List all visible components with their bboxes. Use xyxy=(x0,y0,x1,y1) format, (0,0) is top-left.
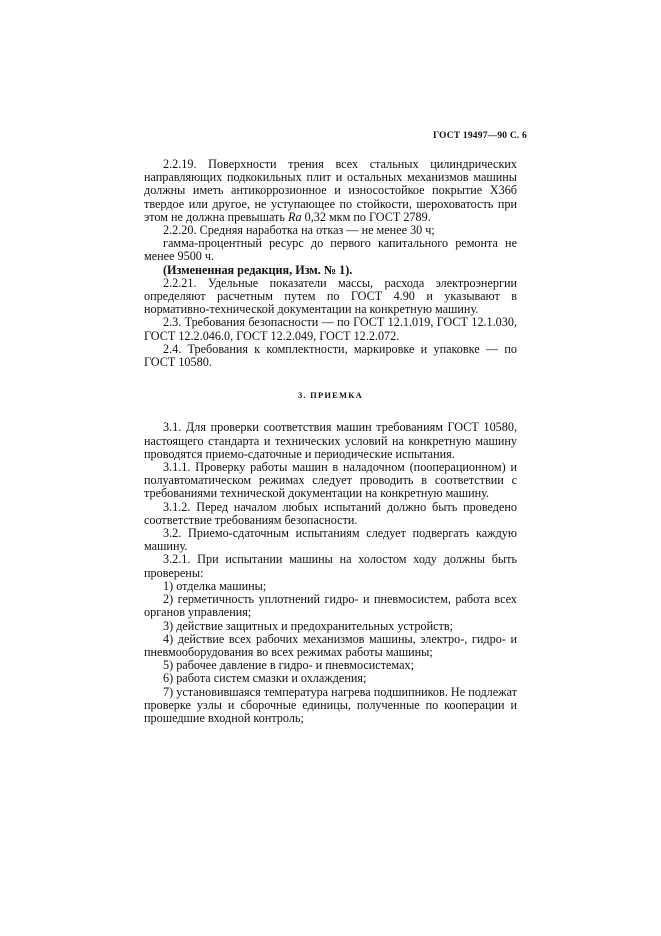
list-item: 6) работа систем смазки и охлаждения; xyxy=(163,671,367,686)
list-item: 5) рабочее давление в гидро- и пневмосистемах; xyxy=(163,658,414,673)
document-body xyxy=(144,158,517,725)
list-item: 4) действие всех рабочих механизмов машины, электро-, гидро- и пневмооборудования во всех режимах работы машины; xyxy=(144,631,517,659)
roughness-symbol: Ra xyxy=(288,209,302,224)
section-title-acceptance: 3. ПРИЕМКА xyxy=(298,390,363,401)
list-item: 7) установившаяся температура нагрева подшипников. Не подлежат проверке узлы и сборочные единицы, полученные по кооперации и прошедшие входной контроль; xyxy=(144,684,517,725)
paragraph-2-2-20: 2.2.20. Средняя наработка на отказ — не менее 30 ч; xyxy=(163,223,435,238)
running-header: ГОСТ 19497—90 С. 6 xyxy=(433,131,527,141)
paragraph-2-2-19 xyxy=(144,158,517,224)
paragraph-2-2-20-resource: гамма-процентный ресурс до первого капитального ремонта не менее 9500 ч. xyxy=(144,236,517,264)
paragraph-2-2-19-end: 0,32 мкм по ГОСТ 2789. xyxy=(301,209,431,224)
paragraph-2-2-19-text: 2.2.19. Поверхности трения всех стальных цилиндрических направляющих подкокильных плит и остальных механизмов машины должны иметь антикоррозионное и износостойкое покрытие Х36б твердое или другое, не уступающее по стойкости, шероховатость при этом не должна превышать xyxy=(144,157,517,224)
paragraph-2-2-21: 2.2.21. Удельные показатели массы, расхода электроэнергии определяют расчетным путем по ГОСТ 4.90 и указывают в нормативно-технической документации на конкретную машину. xyxy=(144,275,517,317)
list-item: 1) отделка машины; xyxy=(163,578,267,593)
paragraph-2-3: 2.3. Требования безопасности — по ГОСТ 12.1.019, ГОСТ 12.1.030, ГОСТ 12.2.046.0, ГОСТ 12.2.049, ГОСТ 12.2.072. xyxy=(144,315,517,343)
paragraph-3-1-2: 3.1.2. Перед началом любых испытаний должно быть проведено соответствие требованиям безопасности. xyxy=(144,499,517,527)
paragraph-2-4: 2.4. Требования к комплектности, маркировке и упаковке — по ГОСТ 10580. xyxy=(144,341,517,370)
paragraph-3-2: 3.2. Приемо-сдаточным испытаниям следует подвергать каждую машину. xyxy=(144,526,517,554)
amendment-note: (Измененная редакция, Изм. № 1). xyxy=(163,262,353,277)
paragraph-3-2-1: 3.2.1. При испытании машины на холостом ходу должны быть проверены: xyxy=(144,552,517,580)
list-item: 2) герметичность уплотнений гидро- и пневмосистем, работа всех органов управления; xyxy=(144,592,517,620)
list-item: 3) действие защитных и предохранительных устройств; xyxy=(163,618,453,633)
paragraph-3-1-1: 3.1.1. Проверку работы машин в наладочном (пооперационном) и полуавтоматическом режимах следует проводить в соответствии с требованиями технической документации на конкретную машину. xyxy=(144,460,517,501)
paragraph-3-1: 3.1. Для проверки соответствия машин требованиям ГОСТ 10580, настоящего стандарта и технических условий на конкретную машину проводятся приемо-сдаточные и периодические испытания. xyxy=(144,420,517,461)
